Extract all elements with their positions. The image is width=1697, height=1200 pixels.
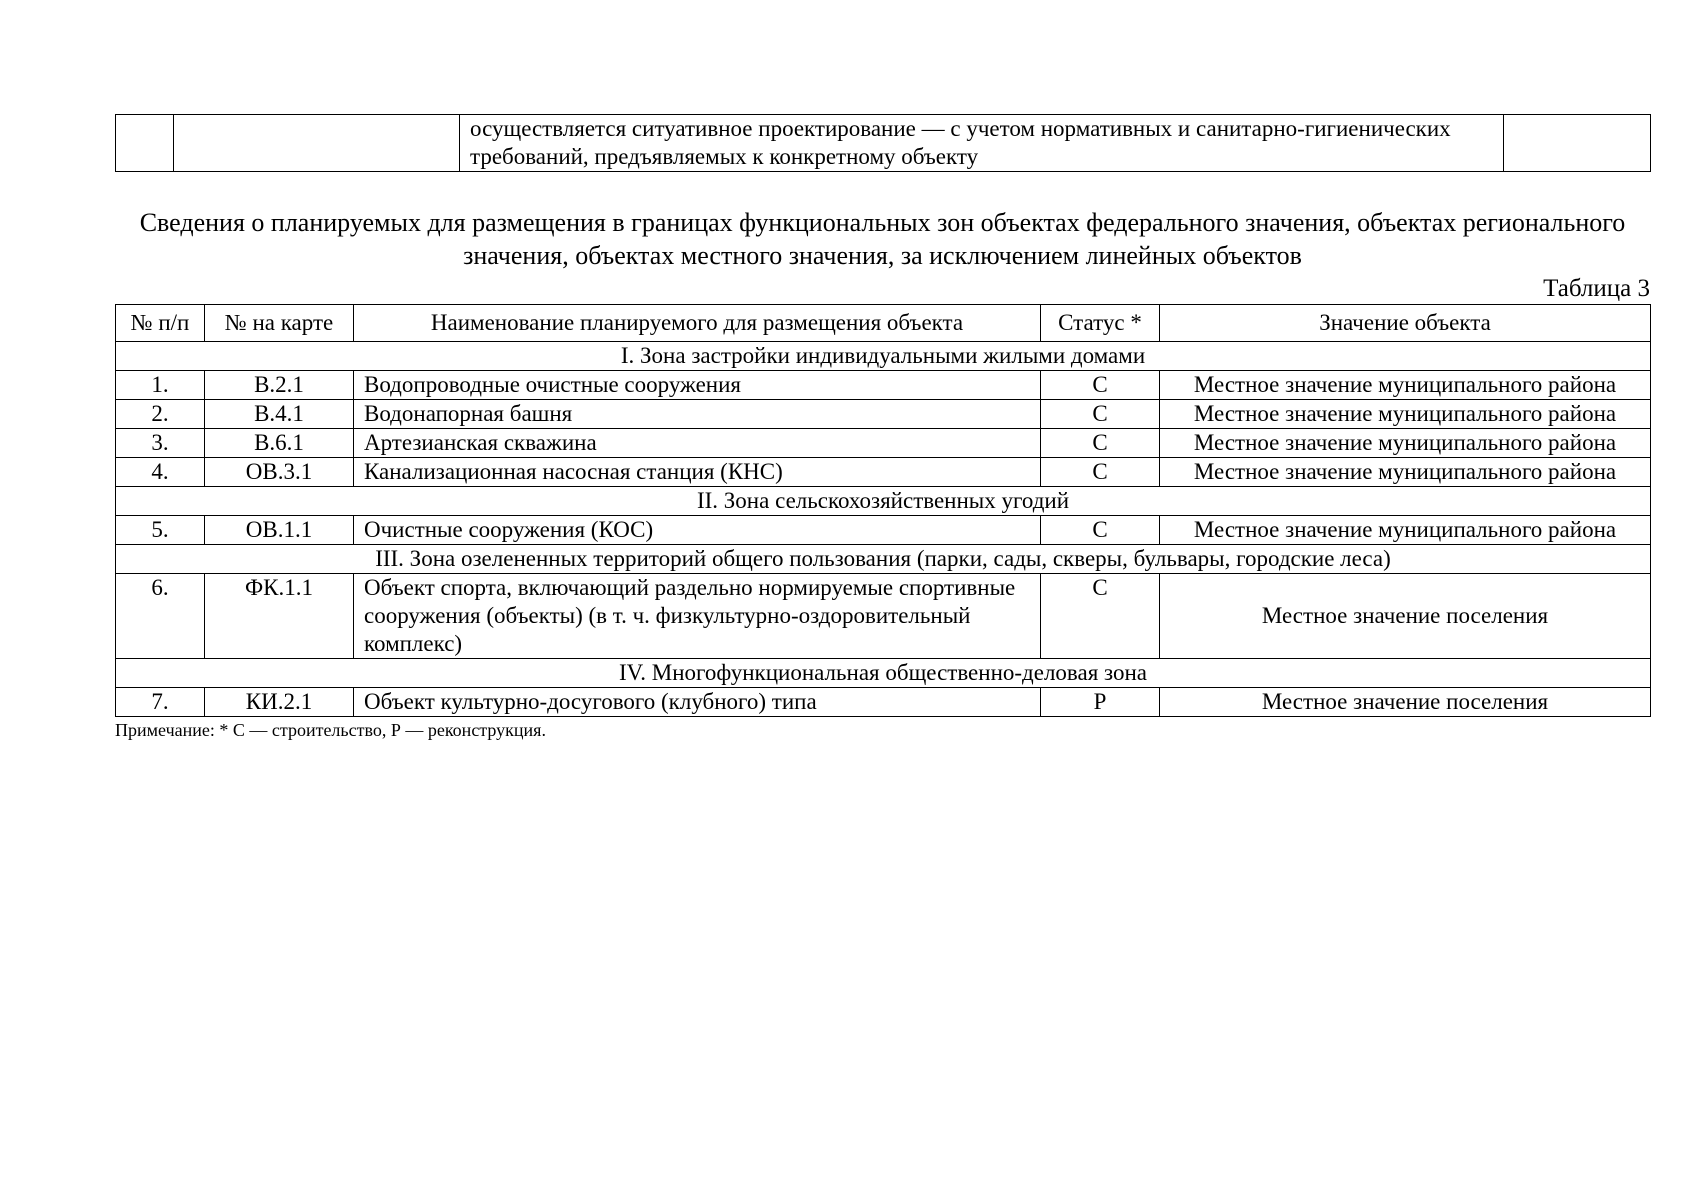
cell-num: 3.: [116, 429, 205, 458]
page-title: Сведения о планируемых для размещения в границах функциональных зон объектах федерального значения, объектах регионального значения, объектах местного значения, за исключением линейных объектов: [139, 208, 1626, 270]
cell-status: С: [1041, 458, 1160, 487]
zone-title: II. Зона сельскохозяйственных угодий: [116, 487, 1651, 516]
cell-value: Местное значение муниципального района: [1160, 400, 1651, 429]
cell-num: 1.: [116, 371, 205, 400]
table-row: [116, 371, 1651, 400]
cell-value: Местное значение поселения: [1160, 688, 1651, 717]
header-num: № п/п: [116, 305, 205, 342]
table-label: Таблица 3: [1543, 275, 1650, 302]
zone-row: [116, 545, 1651, 574]
cell-name: Объект спорта, включающий раздельно нормируемые спортивные сооружения (объекты) (в т. ч. физкультурно-оздоровительный комплекс): [354, 574, 1041, 659]
cell-name: Водонапорная башня: [354, 400, 1041, 429]
cell-name: Водопроводные очистные сооружения: [354, 371, 1041, 400]
cell-value: Местное значение поселения: [1160, 574, 1651, 659]
cell-status: С: [1041, 429, 1160, 458]
zone-row: [116, 659, 1651, 688]
continuation-row: [116, 115, 1651, 172]
cell-map: В.6.1: [205, 429, 354, 458]
table-row: [116, 516, 1651, 545]
zone-title: III. Зона озелененных территорий общего пользования (парки, сады, скверы, бульвары, городские леса): [116, 545, 1651, 574]
continuation-cell-num: [116, 115, 174, 172]
cell-map: ОВ.1.1: [205, 516, 354, 545]
table-row: [116, 400, 1651, 429]
continuation-table: [115, 114, 1651, 172]
cell-value: Местное значение муниципального района: [1160, 429, 1651, 458]
cell-num: 4.: [116, 458, 205, 487]
continuation-cell-map: [174, 115, 460, 172]
cell-num: 5.: [116, 516, 205, 545]
header-name: Наименование планируемого для размещения объекта: [354, 305, 1041, 342]
cell-status: Р: [1041, 688, 1160, 717]
table-row: [116, 574, 1651, 659]
cell-map: В.2.1: [205, 371, 354, 400]
cell-map: ОВ.3.1: [205, 458, 354, 487]
cell-status: С: [1041, 516, 1160, 545]
cell-map: КИ.2.1: [205, 688, 354, 717]
cell-value: Местное значение муниципального района: [1160, 458, 1651, 487]
zone-row: [116, 342, 1651, 371]
table-row: [116, 429, 1651, 458]
cell-num: 6.: [116, 574, 205, 659]
table-row: [116, 688, 1651, 717]
objects-table: [115, 304, 1651, 717]
cell-map: В.4.1: [205, 400, 354, 429]
header-status: Статус *: [1041, 305, 1160, 342]
cell-status: С: [1041, 400, 1160, 429]
cell-num: 2.: [116, 400, 205, 429]
table-note: Примечание: * С — строительство, Р — реконструкция.: [115, 720, 546, 740]
cell-name: Артезианская скважина: [354, 429, 1041, 458]
cell-value: Местное значение муниципального района: [1160, 371, 1651, 400]
header-value: Значение объекта: [1160, 305, 1651, 342]
cell-name: Очистные сооружения (КОС): [354, 516, 1041, 545]
zone-title: IV. Многофункциональная общественно-деловая зона: [116, 659, 1651, 688]
continuation-text: осуществляется ситуативное проектирование — с учетом нормативных и санитарно-гигиенических требований, предъявляемых к конкретному объекту: [460, 115, 1504, 172]
cell-name: Канализационная насосная станция (КНС): [354, 458, 1041, 487]
continuation-cell-status: [1504, 115, 1651, 172]
cell-value: Местное значение муниципального района: [1160, 516, 1651, 545]
cell-status: С: [1041, 371, 1160, 400]
table-header-row: [116, 305, 1651, 342]
cell-num: 7.: [116, 688, 205, 717]
cell-map: ФК.1.1: [205, 574, 354, 659]
header-map: № на карте: [205, 305, 354, 342]
table-row: [116, 458, 1651, 487]
cell-status: С: [1041, 574, 1160, 659]
zone-row: [116, 487, 1651, 516]
cell-name: Объект культурно-досугового (клубного) типа: [354, 688, 1041, 717]
zone-title: I. Зона застройки индивидуальными жилыми домами: [116, 342, 1651, 371]
